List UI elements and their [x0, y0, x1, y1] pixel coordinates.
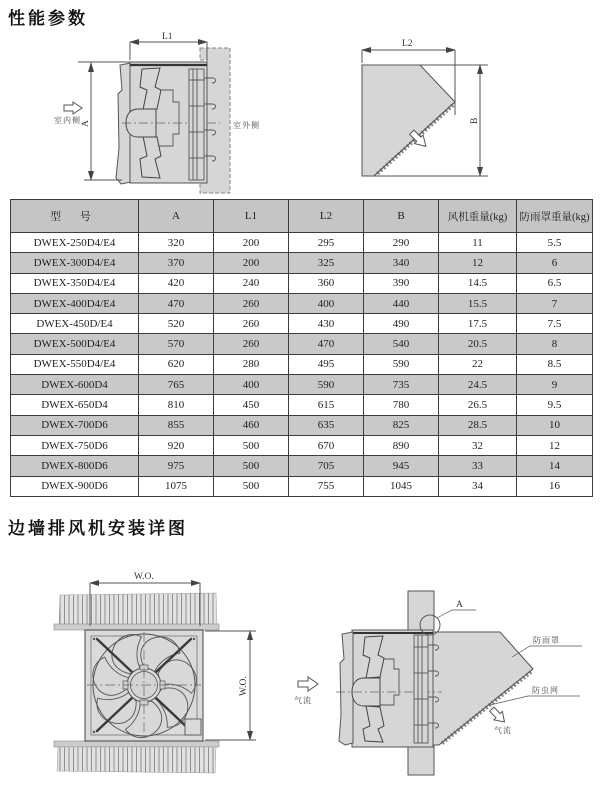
value-cell: 735 — [364, 375, 439, 395]
spec-table-head-row — [11, 200, 593, 233]
installation-front-view-diagram — [40, 568, 292, 785]
value-cell: 590 — [289, 375, 364, 395]
model-cell: DWEX-300D4/E4 — [11, 253, 139, 273]
value-cell: 20.5 — [439, 334, 517, 354]
rain-hood-body — [362, 65, 455, 176]
value-cell: 7 — [517, 293, 593, 313]
value-cell: 12 — [439, 253, 517, 273]
table-row — [11, 415, 593, 435]
value-cell: 390 — [364, 273, 439, 293]
table-row — [11, 253, 593, 273]
dim-b-label: B — [470, 117, 480, 124]
value-cell: 450 — [214, 395, 289, 415]
installation-side-view-diagram — [290, 575, 600, 785]
airflow-arrow-indoor-icon — [64, 102, 82, 114]
value-cell: 9 — [517, 375, 593, 395]
model-cell: DWEX-600D4 — [11, 375, 139, 395]
spec-table-body — [11, 233, 593, 497]
table-row — [11, 293, 593, 313]
value-cell: 9.5 — [517, 395, 593, 415]
indoor-side-label: 室内侧 — [54, 116, 81, 125]
table-row — [11, 334, 593, 354]
value-cell: 15.5 — [439, 293, 517, 313]
callout-a-label: A — [456, 600, 463, 610]
airflow-left-label: 气流 — [294, 696, 312, 705]
rain-hood-diagram — [340, 30, 590, 200]
value-cell: 325 — [289, 253, 364, 273]
airflow-right-label: 气流 — [494, 726, 512, 735]
value-cell: 570 — [139, 334, 214, 354]
value-cell: 200 — [214, 233, 289, 253]
spec-table — [10, 199, 593, 497]
value-cell: 14.5 — [439, 273, 517, 293]
table-row — [11, 233, 593, 253]
value-cell: 705 — [289, 456, 364, 476]
model-cell: DWEX-250D4/E4 — [11, 233, 139, 253]
value-cell: 500 — [214, 435, 289, 455]
value-cell: 6 — [517, 253, 593, 273]
value-cell: 780 — [364, 395, 439, 415]
value-cell: 1075 — [139, 476, 214, 496]
value-cell: 825 — [364, 415, 439, 435]
value-cell: 34 — [439, 476, 517, 496]
table-row — [11, 456, 593, 476]
model-cell: DWEX-800D6 — [11, 456, 139, 476]
dim-wo-right-label: W.O. — [239, 676, 249, 696]
value-cell: 295 — [289, 233, 364, 253]
column-header: B — [364, 200, 439, 233]
value-cell: 620 — [139, 354, 214, 374]
value-cell: 260 — [214, 314, 289, 334]
rain-hood — [433, 632, 533, 745]
model-cell: DWEX-400D4/E4 — [11, 293, 139, 313]
value-cell: 470 — [289, 334, 364, 354]
value-cell: 12 — [517, 435, 593, 455]
model-cell: DWEX-750D6 — [11, 435, 139, 455]
value-cell: 400 — [289, 293, 364, 313]
column-header: L2 — [289, 200, 364, 233]
value-cell: 5.5 — [517, 233, 593, 253]
airflow-arrow-right-icon — [488, 705, 509, 726]
value-cell: 470 — [139, 293, 214, 313]
value-cell: 33 — [439, 456, 517, 476]
column-header: A — [139, 200, 214, 233]
value-cell: 370 — [139, 253, 214, 273]
value-cell: 420 — [139, 273, 214, 293]
value-cell: 440 — [364, 293, 439, 313]
value-cell: 540 — [364, 334, 439, 354]
value-cell: 340 — [364, 253, 439, 273]
value-cell: 590 — [364, 354, 439, 374]
dim-l1-label: L1 — [162, 32, 173, 42]
value-cell: 16 — [517, 476, 593, 496]
value-cell: 400 — [214, 375, 289, 395]
value-cell: 500 — [214, 476, 289, 496]
value-cell: 8.5 — [517, 354, 593, 374]
model-cell: DWEX-500D4/E4 — [11, 334, 139, 354]
value-cell: 260 — [214, 293, 289, 313]
section-title-installation: 边墙排风机安装详图 — [8, 519, 188, 538]
dimension-a — [81, 63, 122, 180]
airflow-arrow-left-icon — [298, 677, 318, 691]
value-cell: 855 — [139, 415, 214, 435]
table-row — [11, 375, 593, 395]
fan-flange-side — [339, 632, 353, 745]
value-cell: 17.5 — [439, 314, 517, 334]
table-row — [11, 354, 593, 374]
value-cell: 290 — [364, 233, 439, 253]
value-cell: 490 — [364, 314, 439, 334]
value-cell: 945 — [364, 456, 439, 476]
junction-box — [185, 719, 201, 735]
table-row — [11, 476, 593, 496]
model-cell: DWEX-550D4/E4 — [11, 354, 139, 374]
model-cell: DWEX-450D/E4 — [11, 314, 139, 334]
value-cell: 360 — [289, 273, 364, 293]
value-cell: 6.5 — [517, 273, 593, 293]
value-cell: 320 — [139, 233, 214, 253]
insect-net-label: 防虫网 — [532, 686, 559, 695]
value-cell: 670 — [289, 435, 364, 455]
model-cell: DWEX-900D6 — [11, 476, 139, 496]
column-header: 防雨罩重量(kg) — [517, 200, 593, 233]
value-cell: 765 — [139, 375, 214, 395]
value-cell: 460 — [214, 415, 289, 435]
dim-l2-label: L2 — [402, 39, 413, 49]
value-cell: 24.5 — [439, 375, 517, 395]
column-header: L1 — [214, 200, 289, 233]
value-cell: 430 — [289, 314, 364, 334]
fan-side-section-diagram — [50, 30, 322, 200]
value-cell: 280 — [214, 354, 289, 374]
dimension-wo-right — [205, 631, 256, 740]
value-cell: 26.5 — [439, 395, 517, 415]
value-cell: 520 — [139, 314, 214, 334]
value-cell: 260 — [214, 334, 289, 354]
value-cell: 810 — [139, 395, 214, 415]
model-cell: DWEX-350D4/E4 — [11, 273, 139, 293]
dimension-l2 — [362, 39, 455, 63]
value-cell: 10 — [517, 415, 593, 435]
value-cell: 615 — [289, 395, 364, 415]
model-cell: DWEX-650D4 — [11, 395, 139, 415]
value-cell: 32 — [439, 435, 517, 455]
table-row — [11, 314, 593, 334]
value-cell: 8 — [517, 334, 593, 354]
value-cell: 7.5 — [517, 314, 593, 334]
value-cell: 14 — [517, 456, 593, 476]
column-header: 风机重量(kg) — [439, 200, 517, 233]
table-row — [11, 395, 593, 415]
value-cell: 495 — [289, 354, 364, 374]
section-title-performance: 性能参数 — [8, 9, 88, 28]
table-row — [11, 435, 593, 455]
value-cell: 920 — [139, 435, 214, 455]
dim-wo-top-label: W.O. — [134, 572, 154, 582]
value-cell: 11 — [439, 233, 517, 253]
value-cell: 1045 — [364, 476, 439, 496]
value-cell: 28.5 — [439, 415, 517, 435]
rain-cover-label: 防雨罩 — [533, 636, 560, 645]
value-cell: 200 — [214, 253, 289, 273]
model-cell: DWEX-700D6 — [11, 415, 139, 435]
value-cell: 975 — [139, 456, 214, 476]
table-row — [11, 273, 593, 293]
value-cell: 635 — [289, 415, 364, 435]
value-cell: 22 — [439, 354, 517, 374]
outdoor-side-label: 室外侧 — [233, 121, 260, 130]
dimension-l1 — [130, 32, 207, 60]
dim-a-label: A — [81, 120, 91, 127]
dimension-b — [470, 65, 480, 176]
value-cell: 890 — [364, 435, 439, 455]
column-header: 型 号 — [11, 200, 139, 233]
value-cell: 240 — [214, 273, 289, 293]
value-cell: 500 — [214, 456, 289, 476]
value-cell: 755 — [289, 476, 364, 496]
rain-cover-label-group — [512, 635, 582, 657]
